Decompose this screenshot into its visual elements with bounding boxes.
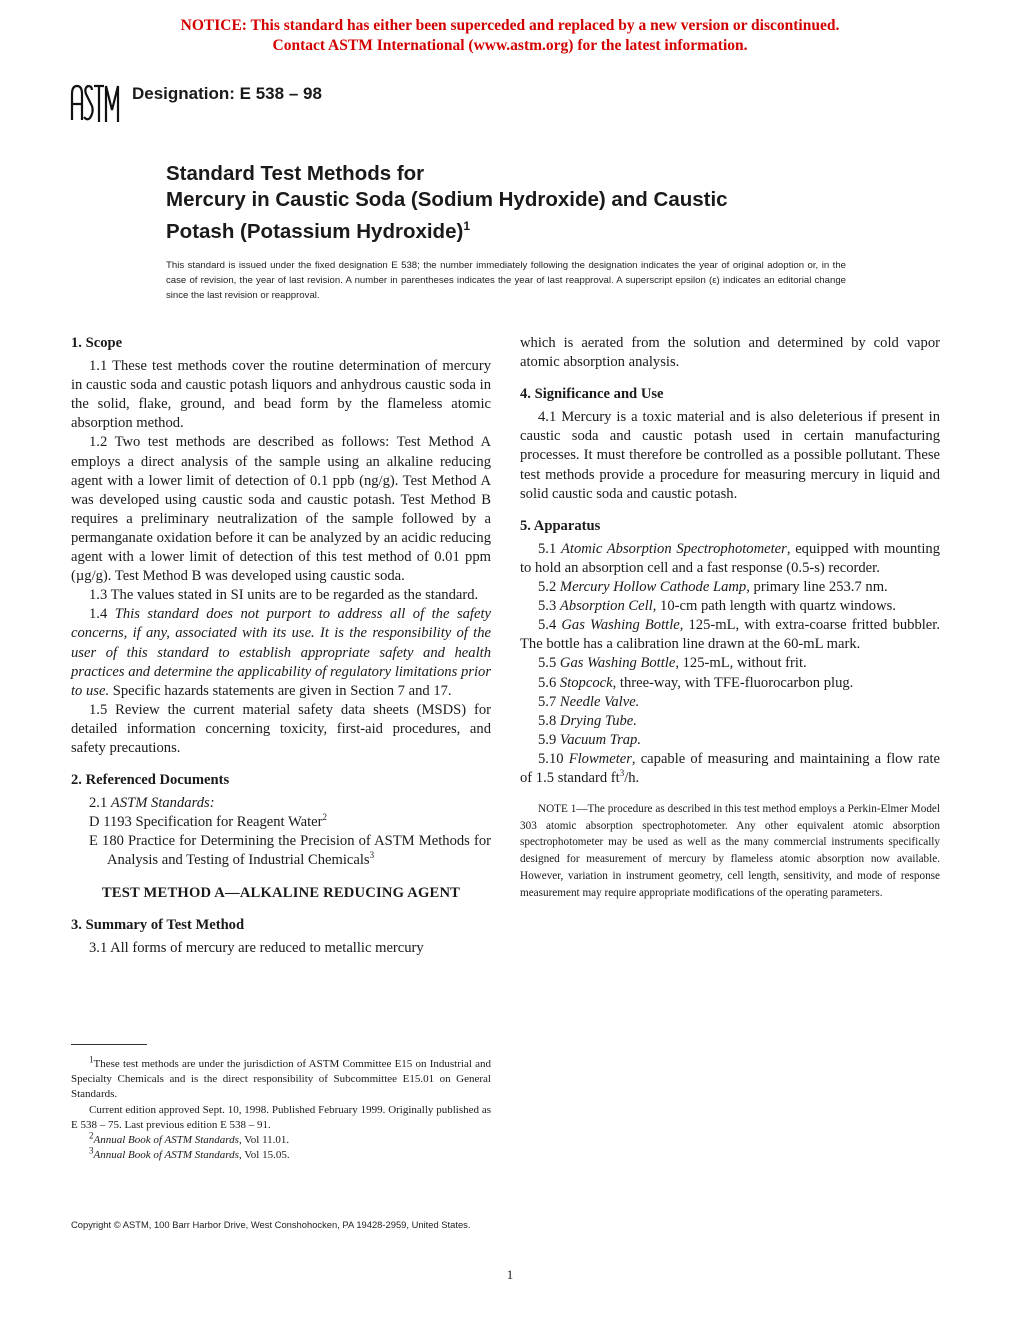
designation: Designation: E 538 – 98 bbox=[132, 84, 322, 103]
page-number: 1 bbox=[506, 1267, 514, 1282]
notice-line-2: Contact ASTM International (www.astm.org) for the latest information. bbox=[272, 37, 748, 54]
apparatus-item: 5.9 Vacuum Trap. bbox=[538, 731, 641, 748]
apparatus-item: 5.7 Needle Valve. bbox=[538, 693, 640, 710]
paragraph-1-4: 1.4 This standard does not purport to address all of the safety concerns, if any, associated with its use. It is the responsibility of the user of this standard to establish appropriate safety and health practices and determine the applicability of regulatory limitations prior to use. Specific hazards statements are given in Section 7 and 17. bbox=[71, 606, 491, 699]
title-line-2: Mercury in Caustic Soda (Sodium Hydroxide) and Caustic bbox=[166, 188, 728, 211]
footnote-1-edition: Current edition approved Sept. 10, 1998. Published February 1999. Originally published as E 538 – 75. Last previous edition E 538 – 91. bbox=[71, 1103, 491, 1131]
footnote-3: $^3$Annual Book of ASTM Standards, Vol 15.05. bbox=[89, 1145, 290, 1162]
right-column bbox=[520, 334, 940, 901]
apparatus-item: 5.6 Stopcock, three-way, with TFE-fluorocarbon plug. bbox=[538, 674, 854, 691]
title-line-1: Standard Test Methods for bbox=[166, 162, 425, 185]
reference-e180: E 180 Practice for Determining the Precision of ASTM Methods for Analysis and Testing of Industrial Chemicals$^3$ bbox=[89, 833, 491, 869]
footnotes bbox=[71, 1054, 491, 1163]
apparatus-item: 5.1 Atomic Absorption Spectrophotometer, equipped with mounting to hold an absorption cell and a fast response (0.5-s) recorder. bbox=[520, 540, 941, 576]
paragraph-1-1: 1.1 These test methods cover the routine determination of mercury in caustic soda and caustic potash liquors and anhydrous caustic soda in the solid, flake, ground, and bead form by the flameless atomic absorption method. bbox=[71, 358, 491, 432]
method-a-heading: TEST METHOD A—ALKALINE REDUCING AGENT bbox=[101, 884, 461, 901]
left-column bbox=[71, 334, 491, 958]
astm-logo-icon bbox=[68, 80, 122, 124]
issue-note: This standard is issued under the fixed designation E 538; the number immediately following the designation indicates the year of original adoption or, in the case of revision, the year of last revision. A number in parentheses indicates the year of last reapproval. A superscript epsilon (ε) indicates an editorial change since the last revision or reapproval. bbox=[166, 260, 846, 301]
reference-d1193: D 1193 Specification for Reagent Water$^2$ bbox=[89, 812, 327, 831]
paragraph-4-1: 4.1 Mercury is a toxic material and is also deleterious if present in caustic soda and caustic potash used in certain manufacturing processes. It must therefore be controlled as a possible pollutant. These test methods provide a procedure for measuring mercury in liquid and solid caustic soda and caustic potash. bbox=[520, 409, 940, 502]
footnote-2: $^2$Annual Book of ASTM Standards, Vol 11.01. bbox=[89, 1130, 290, 1147]
section-heading-referenced: 2. Referenced Documents bbox=[71, 772, 230, 789]
paragraph-3-1-start: 3.1 All forms of mercury are reduced to metallic mercury bbox=[89, 939, 424, 956]
footnote-divider bbox=[71, 1044, 147, 1045]
copyright: Copyright © ASTM, 100 Barr Harbor Drive, West Conshohocken, PA 19428-2959, United States. bbox=[71, 1219, 471, 1230]
document-title bbox=[166, 161, 728, 245]
apparatus-item: 5.2 Mercury Hollow Cathode Lamp, primary line 253.7 nm. bbox=[538, 579, 888, 596]
notice-line-1: NOTICE: This standard has either been superceded and replaced by a new version or discontinued. bbox=[180, 17, 840, 34]
title-line-3: Potash (Potassium Hydroxide)$^1$ bbox=[166, 219, 470, 243]
section-heading-significance: 4. Significance and Use bbox=[520, 386, 664, 403]
paragraph-1-3: 1.3 The values stated in SI units are to be regarded as the standard. bbox=[89, 587, 479, 604]
paragraph-1-5: 1.5 Review the current material safety data sheets (MSDS) for detailed information concerning toxicity, first-aid procedures, and safety precautions. bbox=[71, 701, 491, 756]
apparatus-item: 5.5 Gas Washing Bottle, 125-mL, without frit. bbox=[538, 655, 807, 672]
paragraph-2-1: 2.1 ASTM Standards: bbox=[89, 795, 215, 812]
apparatus-item: 5.10 Flowmeter, capable of measuring and maintaining a flow rate of 1.5 standard $ft^3/h$. bbox=[520, 750, 940, 786]
logo-text: ASTM bbox=[95, 124, 98, 125]
section-heading-apparatus: 5. Apparatus bbox=[520, 517, 601, 534]
section-heading-summary: 3. Summary of Test Method bbox=[71, 916, 245, 933]
note-1: NOTE 1—The procedure as described in this test method employs a Perkin-Elmer Model 303 atomic absorption spectrophotometer. Any other equivalent atomic absorption spectrophotometer may be used as well as the many commercial instruments specifically designed for measurement of mercury by flameless atomic absorption now available. However, variation in instrument geometry, cell length, sensitivity, and mode of response measurement may require appropriate modifications of the operating parameters. bbox=[520, 803, 940, 899]
apparatus-item: 5.3 Absorption Cell, 10-cm path length with quartz windows. bbox=[538, 598, 896, 615]
paragraph-1-2: 1.2 Two test methods are described as follows: Test Method A employs a direct analysis of the sample using an alkaline reducing agent with a lower limit of detection of 0.1 ppb (ng/g). Test Method A was developed using caustic soda and caustic potash. Test Method B requires a preliminary neutralization of the sample followed by a permanganate oxidation before it can be analyzed by an acidic reducing agent with a lower limit of detection of this test method of 0.01 ppm (µg/g). Test Method B was developed using caustic soda. bbox=[71, 434, 491, 585]
paragraph-3-1-end: which is aerated from the solution and determined by cold vapor atomic absorption analysis. bbox=[520, 335, 940, 371]
apparatus-list bbox=[520, 540, 940, 788]
apparatus-item: 5.8 Drying Tube. bbox=[538, 712, 637, 729]
apparatus-item: 5.4 Gas Washing Bottle, 125-mL, with extra-coarse fritted bubbler. The bottle has a calibration line drawn at the 60-mL mark. bbox=[520, 617, 940, 653]
footnote-1: $^1$These test methods are under the jurisdiction of ASTM Committee E15 on Industrial and Specialty Chemicals and is the direct responsibility of Subcommittee E15.01 on General Standards. bbox=[71, 1054, 491, 1101]
section-heading-scope: 1. Scope bbox=[71, 335, 123, 351]
